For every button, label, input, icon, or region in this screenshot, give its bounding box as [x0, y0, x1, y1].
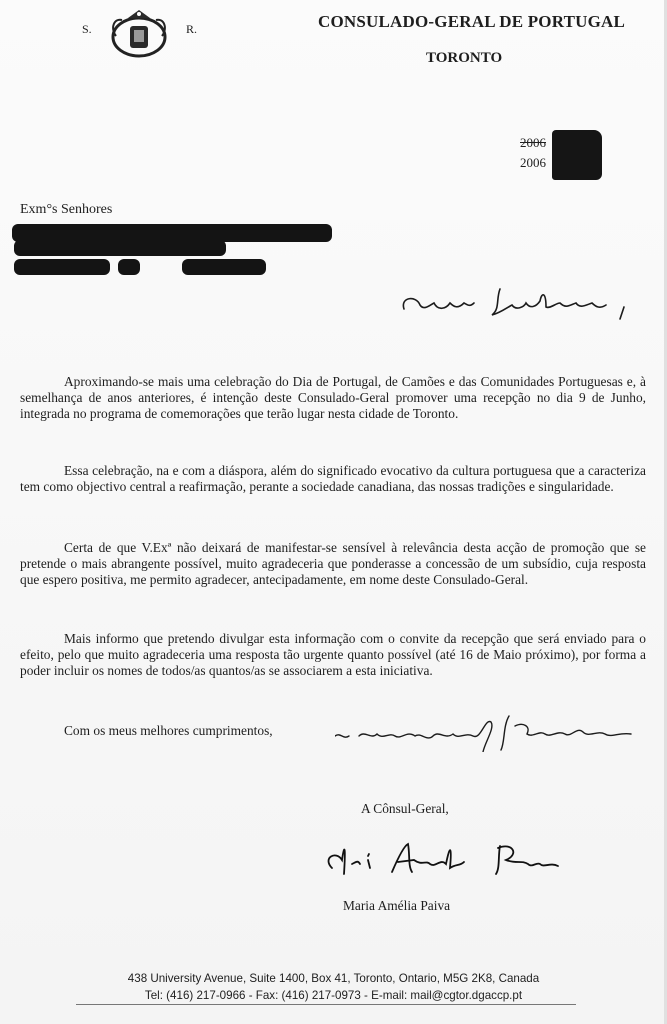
- date-redaction: [552, 130, 602, 180]
- consulate-name: CONSULADO-GERAL DE PORTUGAL: [318, 12, 626, 31]
- paragraph-4-text: Mais informo que pretendo divulgar esta informação com o convite da recepção que será enviado para o efeito, pelo que muito agradeceria uma resposta tão urgente quanto possível (até 16 de Maio próximo), por forma a poder incluir os nomes de todos/as quantos/as se associarem a esta iniciativa.: [20, 631, 646, 679]
- letter-date: 2006: [520, 155, 546, 170]
- paragraph-2-text: Essa celebração, na e com a diáspora, além do significado evocativo da cultura portuguesa que a caracteriza tem como objectivo central a reafirmação, perante a sociedade canadiana, das nossas tradições e singularidade.: [20, 463, 646, 495]
- footer-address: 438 University Avenue, Suite 1400, Box 41, Toronto, Ontario, M5G 2K8, Canada: [127, 972, 540, 985]
- paragraph-3: [20, 540, 646, 589]
- recipient-redaction-2: [14, 240, 226, 256]
- paragraph-4: [20, 631, 646, 680]
- paragraph-2: [20, 463, 646, 495]
- handwritten-salutation: [400, 283, 640, 329]
- recipient-redaction-4: [118, 259, 140, 275]
- recipient-redaction-3: [14, 259, 110, 275]
- header-right-initial: R.: [186, 22, 198, 36]
- header-left-initial: S.: [82, 22, 92, 36]
- paragraph-1-text: Aproximando-se mais uma celebração do Dia de Portugal, de Camões e das Comunidades Portuguesas e, à semelhança de anos anteriores, é intenção deste Consulado-Geral promover uma recepção no dia 9 de Junho, integrada no programa de comemorações que terão lugar nesta cidade de Toronto.: [20, 374, 646, 422]
- consulate-city: TORONTO: [426, 50, 503, 66]
- coat-of-arms-icon: [104, 6, 174, 60]
- footer-rule: [76, 1004, 576, 1005]
- struck-date: 2006: [520, 135, 546, 150]
- handwritten-closing: [335, 712, 635, 752]
- footer-contact: Tel: (416) 217-0966 - Fax: (416) 217-0973 - E-mail: mail@cgtor.dgaccp.pt: [144, 989, 523, 1002]
- signatory-title: A Cônsul-Geral,: [361, 801, 449, 816]
- paragraph-1: [20, 374, 646, 423]
- paragraph-3-text: Certa de que V.Exª não deixará de manifestar-se sensível à relevância desta acção de promoção que se pretende o mais abrangente possível, muito agradeceria que ponderasse a concessão de um subsídio, cuja resposta que espero positiva, me permito agradecer, antecipadamente, em nome deste Consulado-Geral.: [20, 540, 646, 588]
- recipient-greeting: Exm°s Senhores: [20, 202, 113, 217]
- signatory-name: Maria Amélia Paiva: [343, 898, 451, 913]
- closing-line: Com os meus melhores cumprimentos,: [64, 723, 273, 738]
- handwritten-signature: [322, 838, 562, 880]
- recipient-redaction-5: [182, 259, 266, 275]
